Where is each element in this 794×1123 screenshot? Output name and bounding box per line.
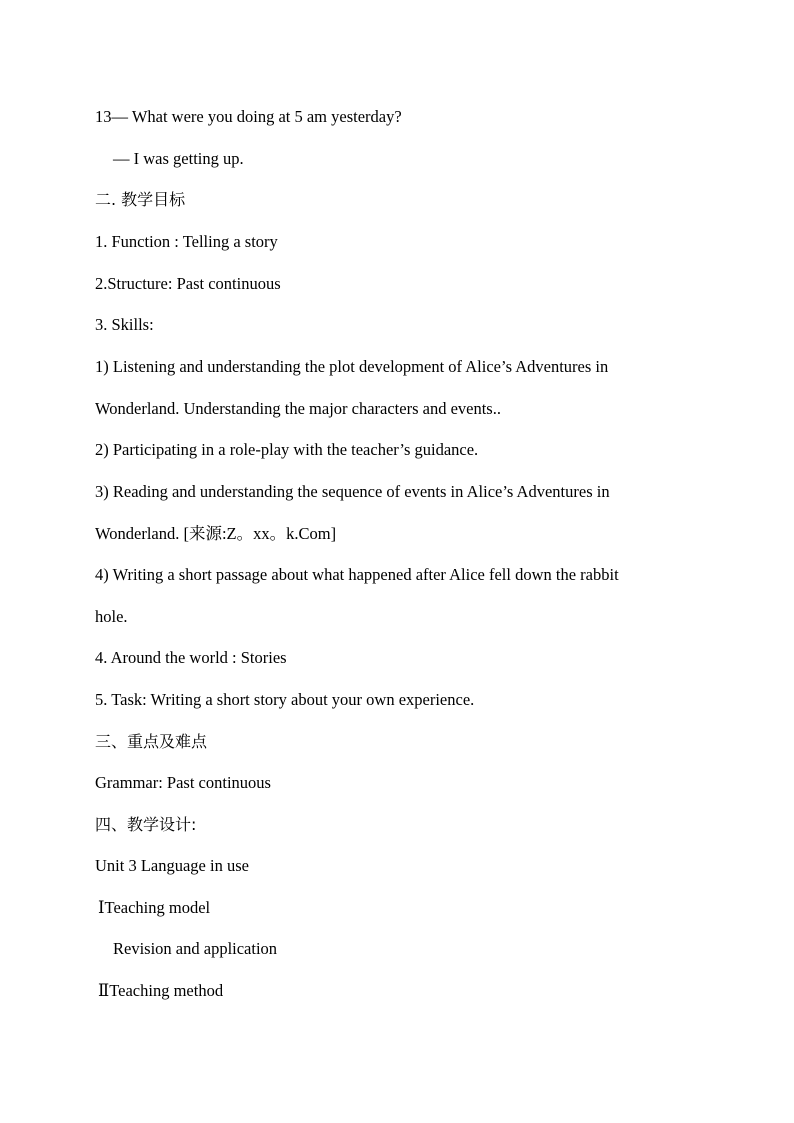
teaching-model-heading: ⅠTeaching model	[98, 898, 211, 917]
teaching-model-detail: Revision and application	[113, 939, 278, 958]
skill-listening: 1) Listening and understanding the plot development of Alice’s Adventures in	[95, 357, 609, 376]
skill-reading: 3) Reading and understanding the sequence of events in Alice’s Adventures in	[95, 482, 610, 501]
skill-writing: 4) Writing a short passage about what happened after Alice fell down the rabbit	[95, 565, 619, 584]
unit-title: Unit 3 Language in use	[95, 856, 249, 875]
section-heading-key-points: 三、重点及难点	[95, 732, 208, 751]
section-heading-design: 四、教学设计:	[95, 815, 197, 834]
skill-writing-continued: hole.	[95, 607, 128, 626]
objective-structure: 2.Structure: Past continuous	[95, 274, 281, 293]
dialogue-answer: — I was getting up.	[113, 149, 244, 168]
objective-around-world: 4. Around the world : Stories	[95, 648, 287, 667]
skill-role-play: 2) Participating in a role-play with the teacher’s guidance.	[95, 440, 479, 459]
dialogue-question: 13— What were you doing at 5 am yesterday?	[95, 107, 402, 126]
skill-reading-continued: Wonderland. [来源:Z。xx。k.Com]	[95, 524, 337, 543]
objective-skills: 3. Skills:	[95, 315, 154, 334]
objective-task: 5. Task: Writing a short story about your own experience.	[95, 690, 475, 709]
section-heading-objectives: 二. 教学目标	[95, 190, 186, 209]
teaching-method-heading: ⅡTeaching method	[98, 981, 224, 1000]
skill-listening-continued: Wonderland. Understanding the major characters and events..	[95, 399, 501, 418]
key-point-grammar: Grammar: Past continuous	[95, 773, 271, 792]
objective-function: 1. Function : Telling a story	[95, 232, 278, 251]
